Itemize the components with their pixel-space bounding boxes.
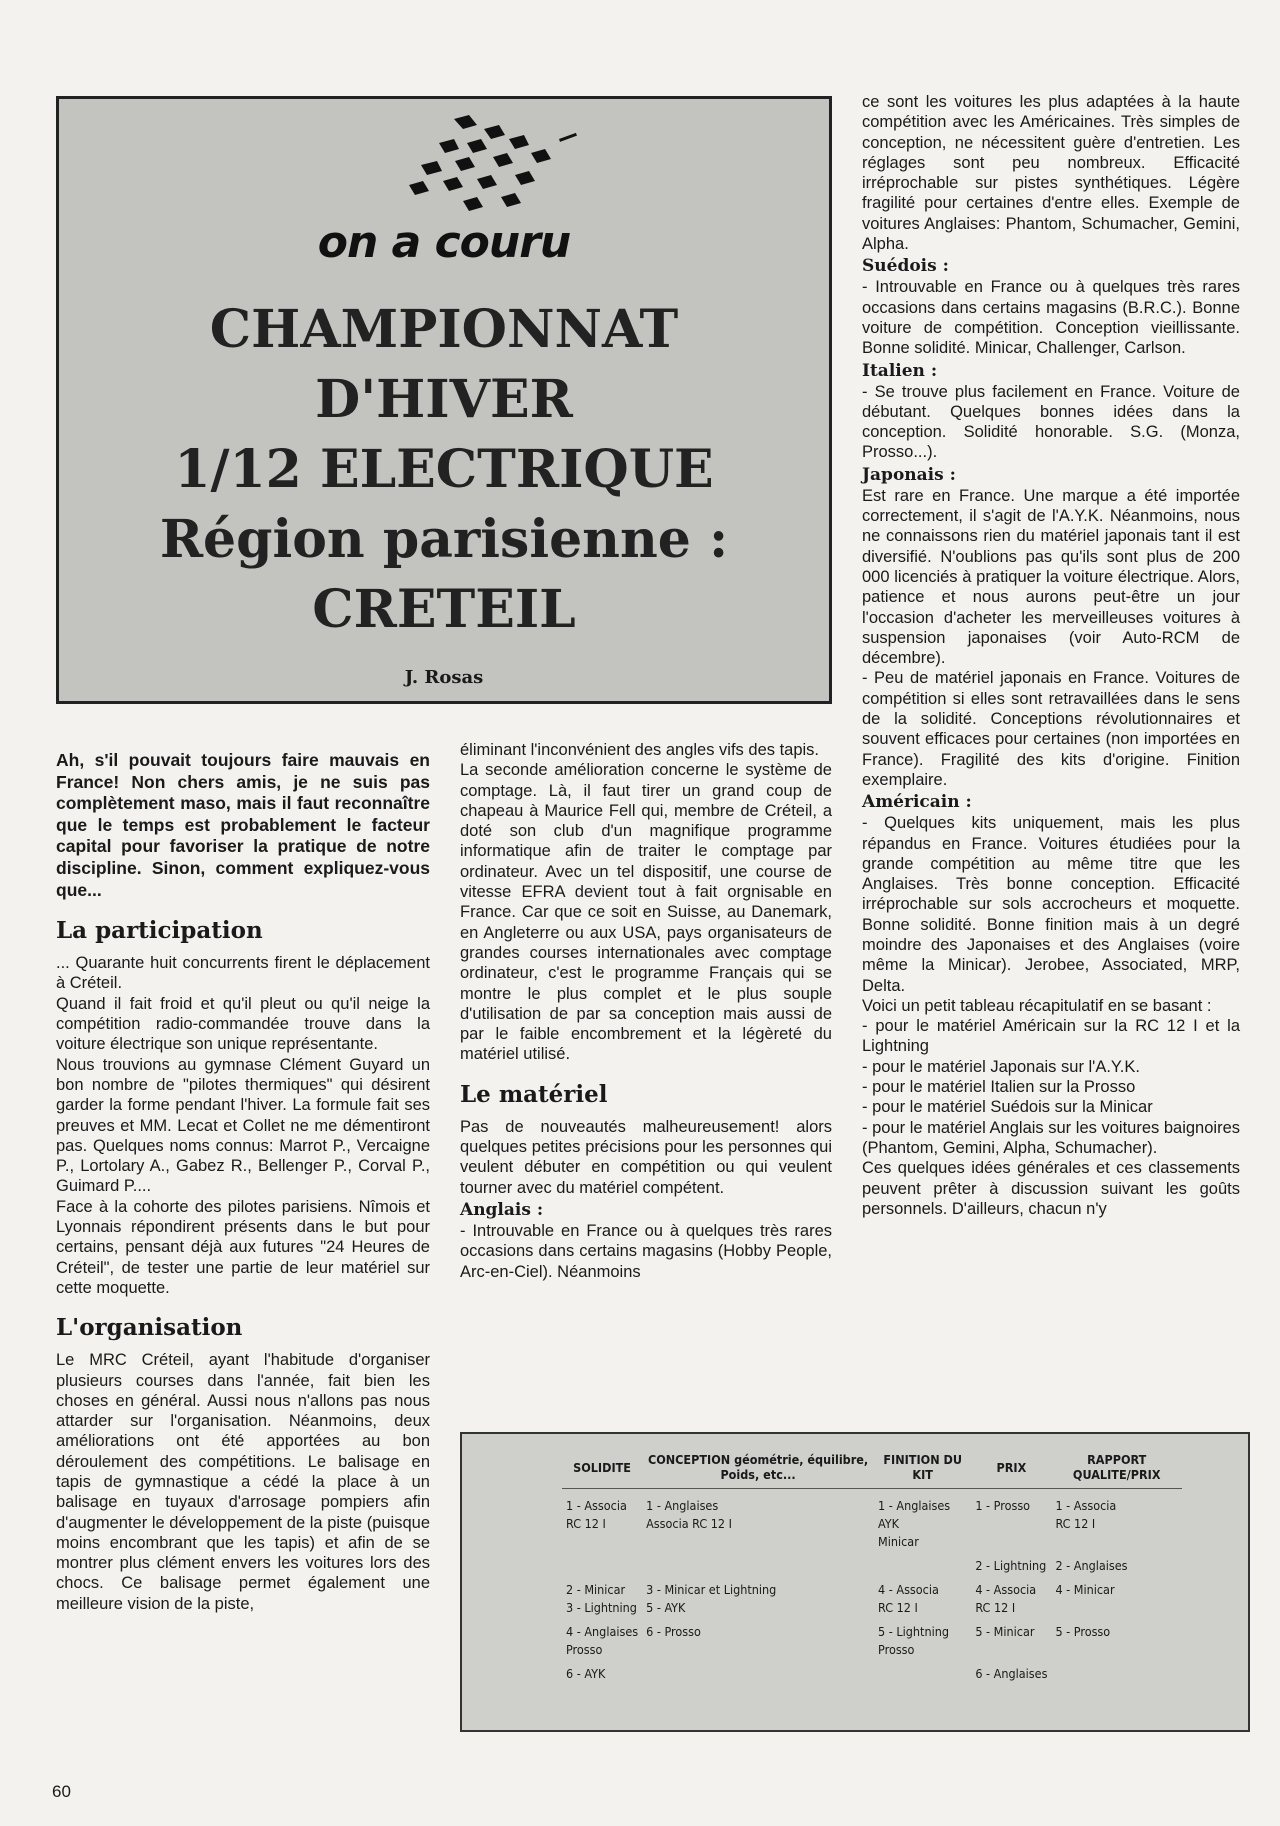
table-cell-line: Prosso [878, 1642, 915, 1657]
table-cell [642, 1551, 874, 1575]
table-cell-line: 6 - Prosso [646, 1624, 701, 1639]
recap-table-box [460, 1432, 1250, 1732]
table-cell-line: 1 - Prosso [975, 1498, 1031, 1513]
paragraph: ... Quarante huit concurrents firent le déplacement à Créteil. [56, 954, 430, 993]
table-cell-line: 1 - Associa [1055, 1498, 1117, 1513]
table-cell-line: RC 12 I [1055, 1516, 1096, 1531]
table-cell-line: Prosso [566, 1642, 603, 1657]
paragraph: Ces quelques idées générales et ces classements peuvent prêter à discussion suivant les goûts personnels. D'ailleurs, chacun n'y [862, 1159, 1240, 1218]
column-1 [56, 750, 430, 1614]
table-cell [642, 1617, 874, 1659]
column-3 [862, 92, 1240, 1219]
table-cell-line: 2 - Lightning [975, 1558, 1047, 1573]
headline-line: CHAMPIONNAT [209, 299, 679, 360]
paragraph: - Peu de matériel japonais en France. Voitures de compétition si elles sont retravaillées dans le sens de la solidité. Conceptions révolutionnaires et souvent efficaces pour certaines (non importées en France). Fragilité des kits d'origine. Finition exemplaire. [862, 669, 1240, 789]
table-cell-line: 4 - Minicar [1055, 1582, 1115, 1597]
table-cell-line: 6 - Anglaises [975, 1666, 1048, 1681]
paragraph: Le MRC Créteil, ayant l'habitude d'organiser plusieurs courses dans l'année, fait bien les choses en général. Aussi nous n'allons pas nous attarder sur l'organisation. Néanmoins, deux améliorations ont été apportées au bon déroulement des compétitions. Le balisage en tapis de gymnastique a cédé la place à un balisage en tuyaux d'arrosage pompiers afin d'augmenter le développement de la piste (puisque moins encombrant que les tapis) et afin de se montrer plus clément envers les voitures lors des chocs. Ce balisage permet également une meilleure vision de la piste, [56, 1351, 430, 1613]
table-cell [971, 1489, 1051, 1552]
materiel-heading: Le matériel [460, 1080, 608, 1108]
intro-paragraph: Ah, s'il pouvait toujours faire mauvais en France! Non chers amis, je ne suis pas complètement maso, mais il faut reconnaître que le temps est probablement le facteur capital pour favoriser la pratique de notre discipline. Sinon, comment expliquez-vous que... [56, 750, 430, 900]
table-cell-line: 1 - Anglaises [878, 1498, 951, 1513]
table-row [562, 1659, 1182, 1683]
brand-text: on a couru [317, 217, 571, 268]
list-item: - pour le matériel Américain sur la RC 12 I et la Lightning [862, 1017, 1240, 1056]
table-body [562, 1489, 1182, 1684]
table-cell [874, 1617, 971, 1659]
table-cell [562, 1551, 642, 1575]
table-cell [642, 1659, 874, 1683]
americain-heading: Américain : [862, 792, 972, 813]
table-cell [1051, 1575, 1182, 1617]
table-cell-line: Minicar [878, 1534, 919, 1549]
headline-line: 1/12 ELECTRIQUE [174, 439, 714, 500]
organisation-heading: L'organisation [56, 1314, 243, 1342]
paragraph: Est rare en France. Une marque a été importée correctement, il s'agit de l'A.Y.K. Néanmoins, nous ne connaissons rien du matériel japonais tant il est diversifié. N'oublions pas qu'ils sont plus de 200 000 licenciés à pratiquer la voiture électrique. Alors, patience et nous aurons peut-être un jour l'occasion d'acheter les merveilleuses voitures à suspension japonaises (voir Auto-RCM de décembre). [862, 486, 1240, 668]
paragraph: - Quelques kits uniquement, mais les plus répandus en France. Voitures étudiées pour la grande compétition au même titre que les Anglaises. Très bonne conception. Efficacité irréprochable sur sols accrocheurs et moquette. Bonne solidité. Bonne finition mais à un degré moindre des Japonaises et des Anglaises (voire même la Minicar). Jerobee, Associated, MRP, Delta. [862, 814, 1240, 995]
japonais-heading: Japonais : [862, 464, 956, 485]
table-header: RAPPORT QUALITE/PRIX [1051, 1450, 1182, 1489]
paragraph: Quand il fait froid et qu'il pleut ou qu'il neige la compétition radio-commandée trouve dans la voiture électrique son unique représentante. [56, 994, 430, 1054]
article-title-box [56, 96, 832, 704]
table-cell [642, 1489, 874, 1552]
table-cell-line: 4 - Associa [878, 1582, 939, 1597]
table-cell-line: AYK [878, 1516, 899, 1531]
table-cell-line: 3 - Lightning [566, 1600, 637, 1615]
list-item: - pour le matériel Anglais sur les voitures baignoires (Phantom, Gemini, Alpha, Schumacher). [862, 1118, 1240, 1157]
list-item: - pour le matériel Italien sur la Prosso [862, 1078, 1136, 1097]
table-cell-line: 4 - Associa [975, 1582, 1037, 1597]
table-header: PRIX [971, 1450, 1051, 1489]
table-row [562, 1575, 1182, 1617]
table-cell [562, 1617, 642, 1659]
paragraph: ce sont les voitures les plus adaptées à la haute compétition avec les Américaines. Très simples de conception, ne nécessitent guère d'entretien. Les réglages sont peu nombreux. Efficacité irréprochable sur pistes synthétiques. Légère fragilité pour certaines d'entre elles. Exemple de voitures Anglaises: Phantom, Schumacher, Gemini, Alpha. [862, 93, 1240, 254]
paragraph: - Introuvable en France ou à quelques très rares occasions dans certains magasins (Hobby People, Arc-en-Ciel). Néanmoins [460, 1221, 832, 1281]
table-cell [1051, 1659, 1182, 1683]
suedois-heading: Suédois : [862, 256, 949, 277]
paragraph: Face à la cohorte des pilotes parisiens. Nîmois et Lyonnais répondirent présents dans le but pour certains, pensant déjà aux futures "24 Heures de Créteil", de tester une partie de leur matériel sur cette moquette. [56, 1197, 430, 1297]
table-cell [874, 1489, 971, 1552]
table-cell [874, 1575, 971, 1617]
table-cell-line: 2 - Minicar [566, 1582, 626, 1597]
table-cell-line: 1 - Anglaises [646, 1498, 719, 1513]
table-cell [1051, 1551, 1182, 1575]
participation-heading: La participation [56, 917, 263, 945]
page-number: 60 [52, 1782, 71, 1801]
table-cell [562, 1659, 642, 1683]
table-cell [971, 1617, 1051, 1659]
table-cell [562, 1489, 642, 1552]
table-row [562, 1617, 1182, 1659]
table-header: SOLIDITE [562, 1450, 642, 1489]
table-cell [1051, 1617, 1182, 1659]
list-item: - pour le matériel Suédois sur la Minicar [862, 1098, 1153, 1117]
paragraph: Pas de nouveautés malheureusement! alors quelques petites précisions pour les personnes qui veulent débuter en compétition ou qui veulent tourner avec du matériel compétent. [460, 1117, 832, 1197]
table-cell [971, 1551, 1051, 1575]
headline [59, 295, 829, 645]
paragraph: éliminant l'inconvénient des angles vifs des tapis. [460, 741, 820, 759]
table-cell-line: 5 - Prosso [1055, 1624, 1111, 1639]
table-cell-line: RC 12 I [975, 1600, 1016, 1615]
table-cell-line: 4 - Anglaises [566, 1624, 639, 1639]
column-2 [460, 740, 832, 1282]
anglais-heading: Anglais : [460, 1199, 544, 1220]
table-cell-line: RC 12 I [878, 1600, 918, 1615]
table-cell [874, 1551, 971, 1575]
list-item: - pour le matériel Japonais sur l'A.Y.K. [862, 1057, 1140, 1076]
table-cell-line: 5 - Minicar [975, 1624, 1035, 1639]
byline: J. Rosas [404, 667, 484, 688]
italien-heading: Italien : [862, 360, 938, 381]
paragraph: Voici un petit tableau récapitulatif en se basant : [862, 996, 1212, 1015]
table-header: CONCEPTION géométrie, équilibre, Poids, etc... [642, 1450, 874, 1489]
table-cell [971, 1659, 1051, 1683]
table-cell [874, 1659, 971, 1683]
paragraph: - Introuvable en France ou à quelques très rares occasions dans certains magasins (B.R.C.). Bonne voiture de compétition. Conception vieillissante. Bonne solidité. Minicar, Challenger, Carlson. [862, 278, 1240, 358]
table-cell-line: 3 - Minicar et Lightning [646, 1582, 777, 1597]
table-header: FINITION DU KIT [874, 1450, 971, 1489]
table-row [562, 1489, 1182, 1552]
table-cell [562, 1575, 642, 1617]
headline-line: D'HIVER [315, 369, 573, 430]
table-cell-line: RC 12 I [566, 1516, 606, 1531]
headline-line: CRETEIL [312, 579, 576, 640]
table-cell-line: 5 - Lightning [878, 1624, 949, 1639]
table-row [562, 1551, 1182, 1575]
table-header-row [562, 1450, 1182, 1489]
table-cell-line: Associa RC 12 I [646, 1516, 732, 1531]
headline-line: Région parisienne : [159, 509, 729, 570]
recap-table [562, 1450, 1182, 1683]
table-cell-line: 2 - Anglaises [1055, 1558, 1128, 1573]
table-cell-line: 6 - AYK [566, 1666, 606, 1681]
paragraph: Nous trouvions au gymnase Clément Guyard un bon nombre de "pilotes thermiques" qui désirent garder la forme pendant l'hiver. La formule fait ses preuves et MM. Lecat et Collet ne me démentiront pas. Quelques noms connus: Marrot P., Vercaigne P., Lortolary A., Gabez R., Bellenger P., Corval P., Guimard P.... [56, 1055, 430, 1196]
table-cell [971, 1575, 1051, 1617]
paragraph: La seconde amélioration concerne le système de comptage. Là, il faut tirer un grand coup de chapeau à Maurice Fell qui, membre de Créteil, a doté son club d'un magnifique programme informatique afin de traiter le comptage par ordinateur. Avec un tel dispositif, une course de vitesse EFRA devient tout à fait orgnisable en France. Car que ce soit en Suisse, au Danemark, en Angleterre ou aux USA, pays organisateurs de grandes courses internationales avec comptage ordinateur, c'est le programme Français qui se montre le plus complet et le plus souple d'utilisation de par sa conception mais aussi de par le faible encombrement et la légèreté du matériel utilisé. [460, 761, 832, 1064]
table-cell-line: 5 - AYK [646, 1600, 686, 1615]
paragraph: - Se trouve plus facilement en France. Voiture de débutant. Quelques bonnes idées dans la conception. Solidité honorable. S.G. (Monza, Prosso...). [862, 382, 1240, 462]
table-cell [1051, 1489, 1182, 1552]
table-cell [642, 1575, 874, 1617]
table-cell-line: 1 - Associa [566, 1498, 627, 1513]
